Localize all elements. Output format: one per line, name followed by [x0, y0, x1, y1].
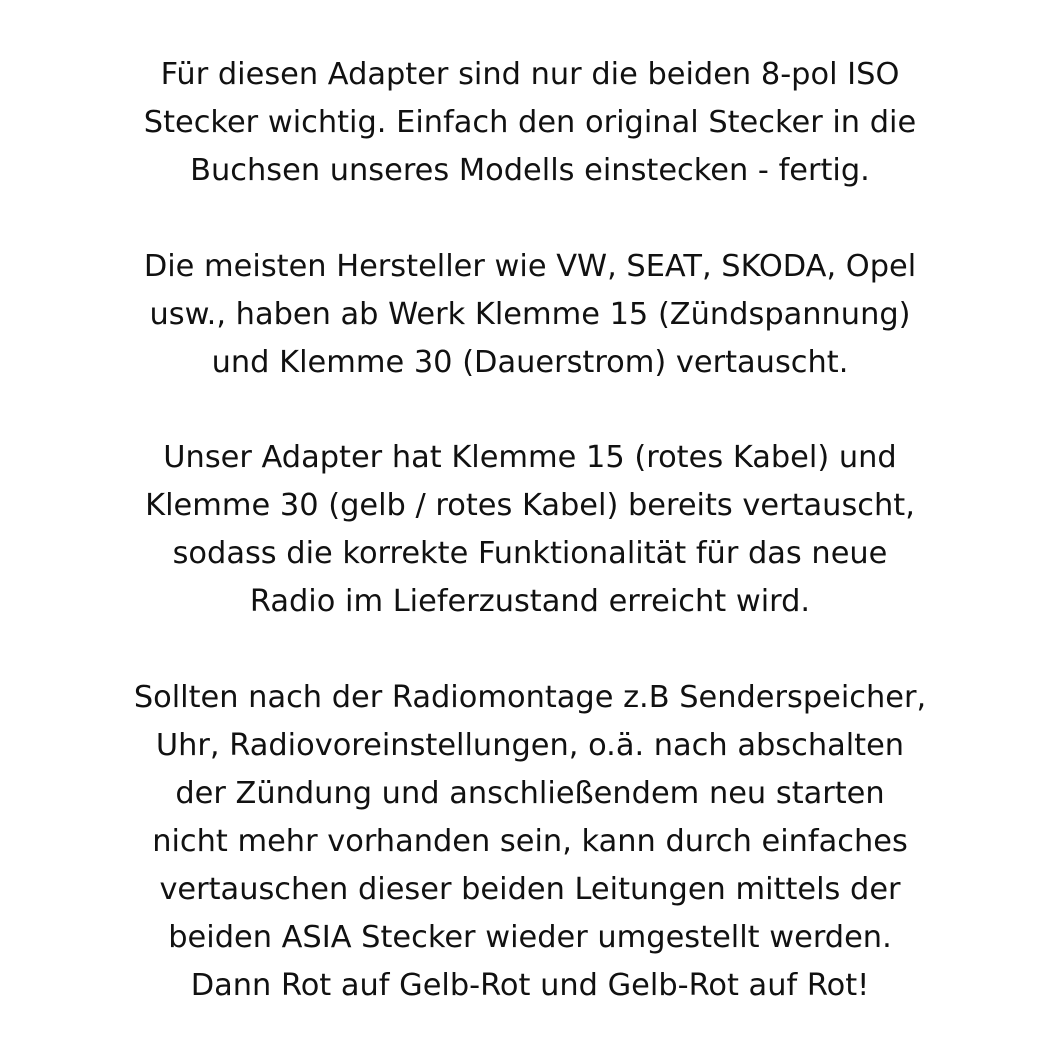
text-line: Die meisten Hersteller wie VW, SEAT, SKODA, Opel [143, 249, 917, 284]
text-line: Buchsen unseres Modells einstecken - fertig. [190, 153, 870, 188]
text-line: sodass die korrekte Funktionalität für das neue [172, 536, 888, 571]
text-line: beiden ASIA Stecker wieder umgestellt werden. [168, 920, 892, 955]
paragraph-adapter-plugs [0, 51, 1060, 195]
text-line: Unser Adapter hat Klemme 15 (rotes Kabel) und [163, 440, 897, 475]
text-line: Radio im Lieferzustand erreicht wird. [249, 584, 811, 619]
text-line: der Zündung und anschließendem neu starten [175, 776, 885, 811]
text-line: Klemme 30 (gelb / rotes Kabel) bereits vertauscht, [145, 488, 915, 523]
text-line: Sollten nach der Radiomontage z.B Senderspeicher, [133, 680, 927, 715]
text-line: usw., haben ab Werk Klemme 15 (Zündspannung) [149, 297, 911, 332]
paragraph-manufacturers [0, 243, 1060, 387]
text-line: Dann Rot auf Gelb-Rot und Gelb-Rot auf Rot! [190, 968, 870, 1003]
paragraph-troubleshooting [0, 674, 1060, 1010]
text-line: vertauschen dieser beiden Leitungen mittels der [159, 872, 901, 907]
paragraph-adapter-wiring [0, 434, 1060, 626]
text-line: und Klemme 30 (Dauerstrom) vertauscht. [211, 345, 849, 380]
text-line: Stecker wichtig. Einfach den original Stecker in die [143, 105, 917, 140]
text-line: nicht mehr vorhanden sein, kann durch einfaches [152, 824, 908, 859]
text-line: Uhr, Radiovoreinstellungen, o.ä. nach abschalten [155, 728, 905, 763]
text-line: Für diesen Adapter sind nur die beiden 8-pol ISO [160, 57, 900, 92]
